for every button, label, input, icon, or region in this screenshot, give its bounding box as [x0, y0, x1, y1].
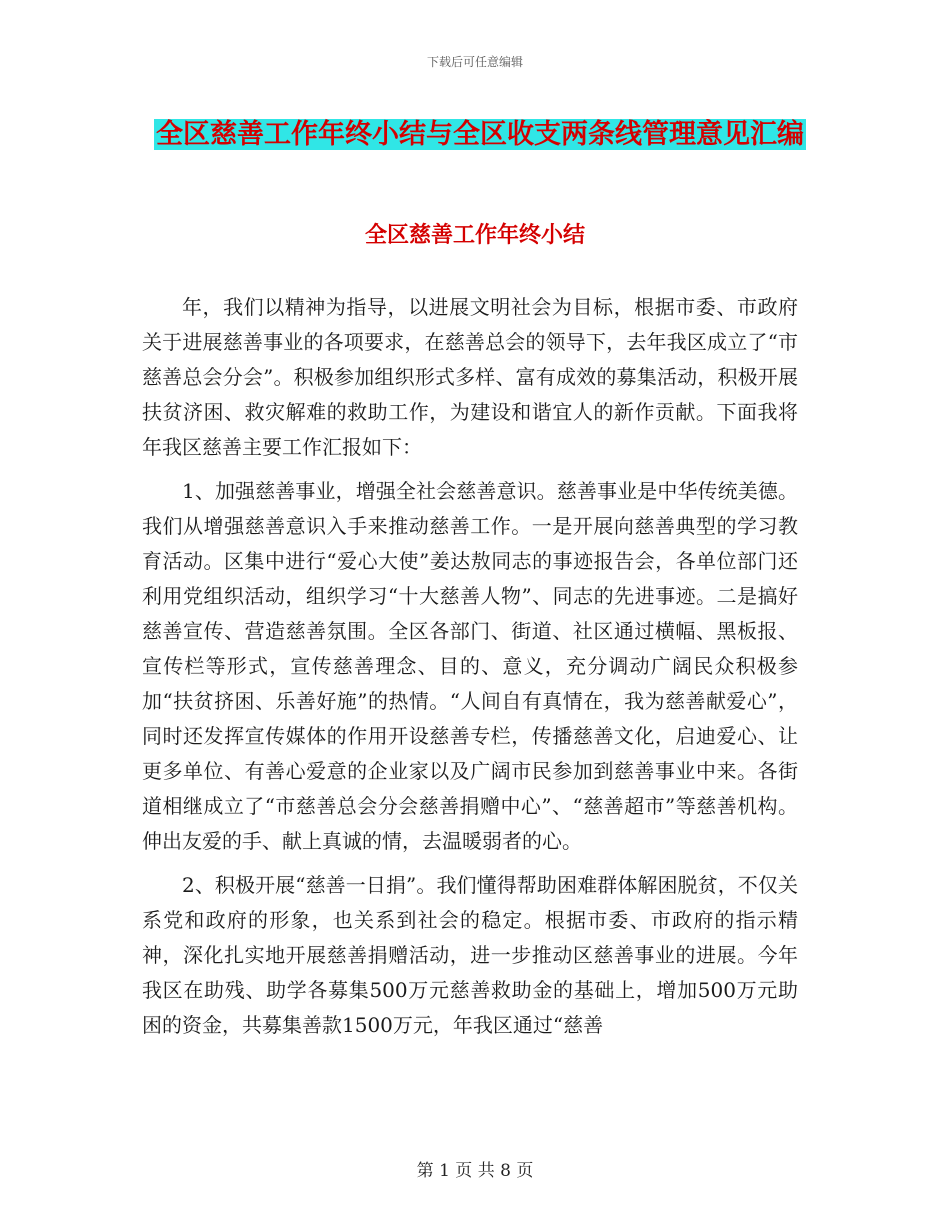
document-title-text: 全区慈善工作年终小结与全区收支两条线管理意见汇编: [156, 119, 804, 150]
paragraph: 年，我们以精神为指导，以进展文明社会为目标，根据市委、市政府关于进展慈善事业的各项要求，在慈善总会的领导下，去年我区成立了“市慈善总会分会”。积极参加组织形式多样、富有成效的募集活动，积极开展扶贫济困、救灾解难的救助工作，为建设和谐宜人的新作贡献。下面我将年我区慈善主要工作汇报如下：: [142, 295, 798, 459]
paragraph: 1、加强慈善事业，增强全社会慈善意识。慈善事业是中华传统美德。我们从增强慈善意识入手来推动慈善工作。一是开展向慈善典型的学习教育活动。区集中进行“爱心大使”姜达敖同志的事迹报告会，各单位部门还利用党组织活动，组织学习“十大慈善人物”、同志的先进事迹。二是搞好慈善宣传、营造慈善氛围。全区各部门、街道、社区通过横幅、黑板报、宣传栏等形式，宣传慈善理念、目的、意义，充分调动广阔民众积极参加“扶贫挤困、乐善好施”的热情。“人间自有真情在，我为慈善献爱心”，同时还发挥宣传媒体的作用开设慈善专栏，传播慈善文化，启迪爱心、让更多单位、有善心爱意的企业家以及广阔市民参加到慈善事业中来。各街道相继成立了“市慈善总会分会慈善捐赠中心”、“慈善超市”等慈善机构。伸出友爱的手、献上真诚的情，去温暖弱者的心。: [142, 479, 798, 853]
document-title: [140, 112, 820, 157]
document-body: [142, 290, 798, 1052]
page-header-note: 下载后可任意编辑: [426, 55, 523, 69]
section-title: 全区慈善工作年终小结: [364, 223, 585, 248]
page-number: 第 1 页 共 8 页: [416, 1161, 534, 1181]
paragraph: 2、积极开展“慈善一日捐”。我们懂得帮助困难群体解困脱贫，不仅关系党和政府的形象，也关系到社会的稳定。根据市委、市政府的指示精神，深化扎实地开展慈善捐赠活动，进一步推动区慈善事业的进展。今年我区在助残、助学各募集500万元慈善救助金的基础上，增加500万元助困的资金，共募集善款1500万元，年我区通过“慈善: [142, 873, 798, 1037]
